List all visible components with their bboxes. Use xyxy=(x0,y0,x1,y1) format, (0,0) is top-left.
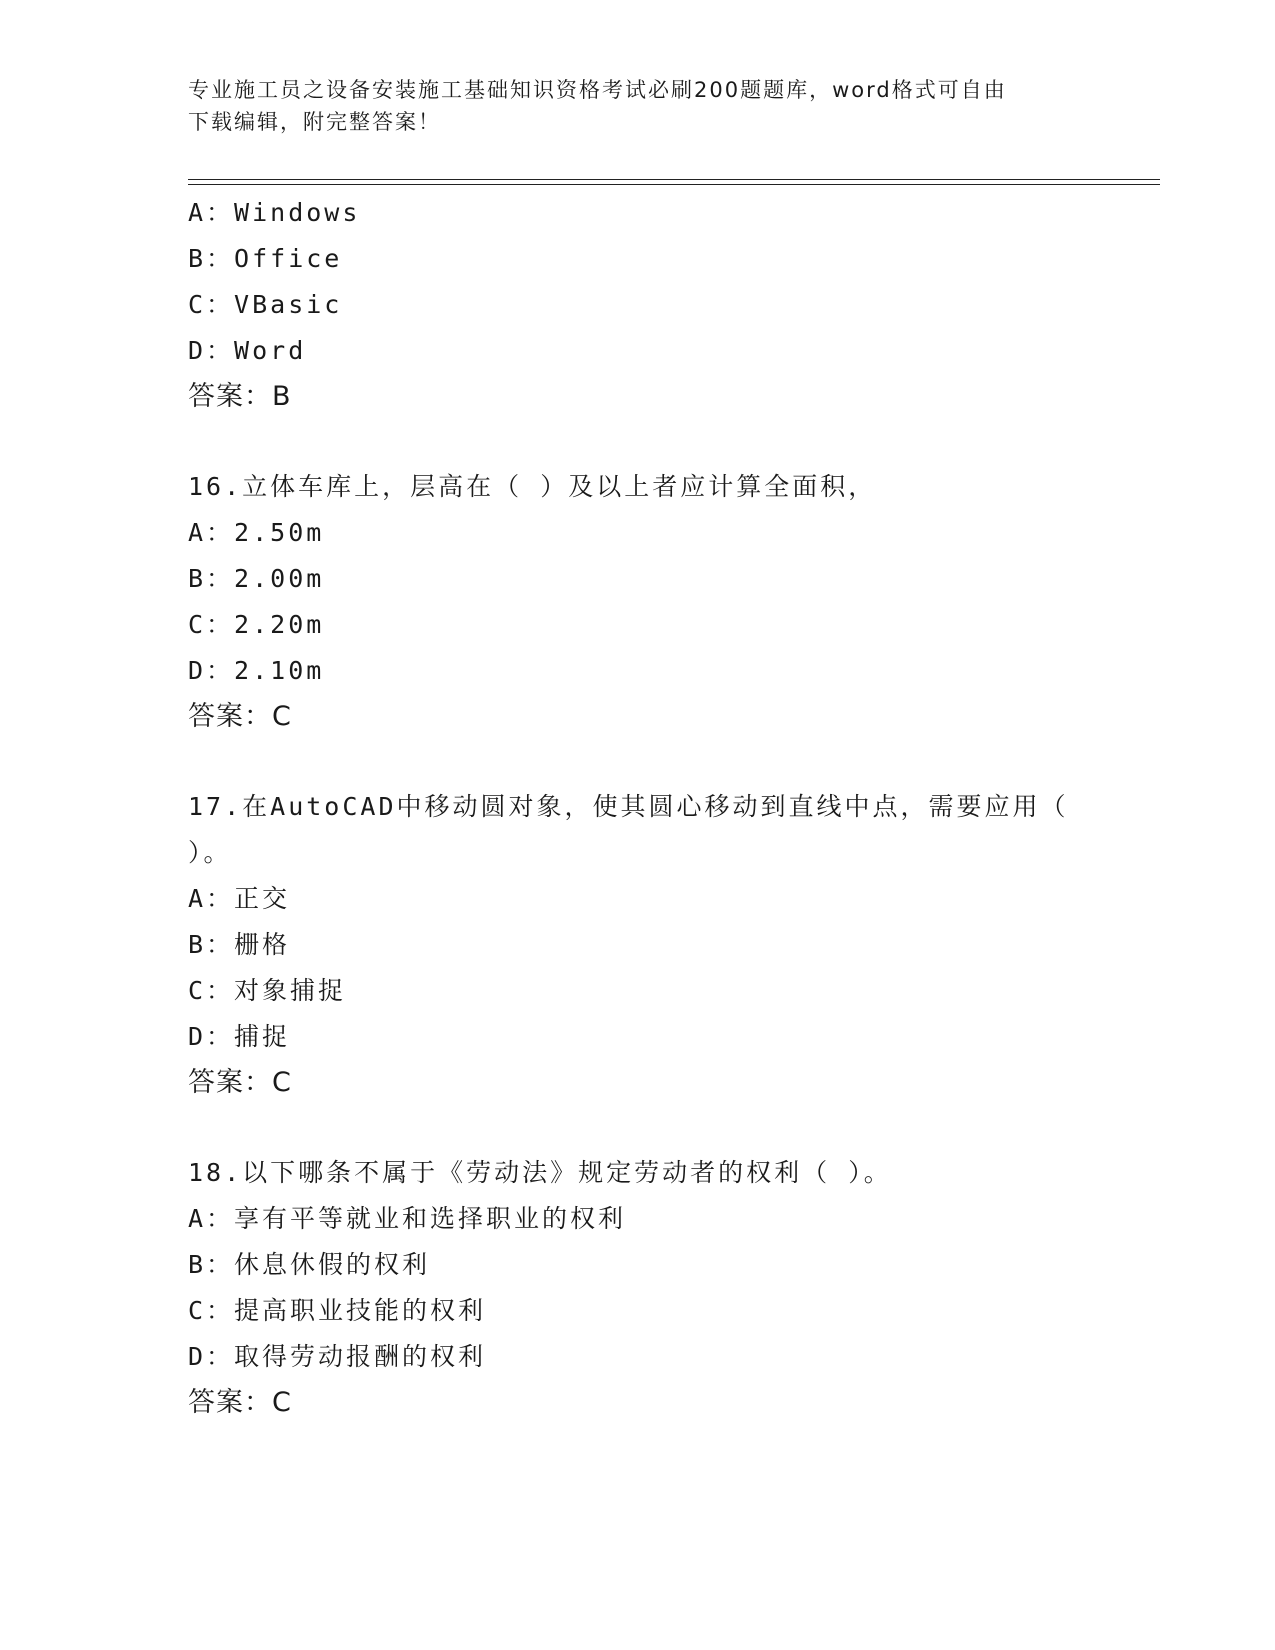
question-spacer xyxy=(188,1106,1128,1150)
answer-line: 答案：B xyxy=(188,381,292,412)
option-a: A：享有平等就业和选择职业的权利 xyxy=(188,1204,627,1233)
header-divider-bottom xyxy=(188,184,1160,185)
header-divider-top xyxy=(188,179,1160,180)
question-spacer xyxy=(188,740,1128,784)
document-header xyxy=(188,74,1088,138)
answer-line: 答案：C xyxy=(188,1387,292,1418)
option-a: A：Windows xyxy=(188,198,361,227)
option-b: B：休息休假的权利 xyxy=(188,1250,431,1279)
question-block-15 xyxy=(188,190,1128,420)
option-b: B：2.00m xyxy=(188,564,325,593)
answer-line: 答案：C xyxy=(188,701,292,732)
question-stem: 16.立体车库上，层高在（ ）及以上者应计算全面积， xyxy=(188,472,877,501)
question-stem: 18.以下哪条不属于《劳动法》规定劳动者的权利（ ）。 xyxy=(188,1158,892,1187)
option-d: D：取得劳动报酬的权利 xyxy=(188,1342,487,1371)
option-a: A：正交 xyxy=(188,884,291,913)
option-c: C：对象捕捉 xyxy=(188,976,347,1005)
option-a: A：2.50m xyxy=(188,518,325,547)
option-b: B：Office xyxy=(188,244,343,273)
option-d: D：Word xyxy=(188,336,307,365)
option-d: D：捕捉 xyxy=(188,1022,291,1051)
option-d: D：2.10m xyxy=(188,656,325,685)
option-c: C：2.20m xyxy=(188,610,325,639)
header-title-line-2: 下载编辑，附完整答案！ xyxy=(188,110,441,134)
answer-line: 答案：C xyxy=(188,1067,292,1098)
header-title-line-1: 专业施工员之设备安装施工基础知识资格考试必刷200题题库，word格式可自由 xyxy=(188,78,1007,102)
question-stem-line-1: 17.在AutoCAD中移动圆对象，使其圆心移动到直线中点，需要应用（ xyxy=(188,792,1069,821)
question-block-18 xyxy=(188,1150,1128,1426)
question-block-17 xyxy=(188,784,1128,1106)
question-list xyxy=(188,190,1128,1426)
option-c: C：VBasic xyxy=(188,290,343,319)
option-b: B：栅格 xyxy=(188,930,291,959)
question-block-16 xyxy=(188,464,1128,740)
question-stem-line-2: ）。 xyxy=(188,838,232,867)
question-spacer xyxy=(188,420,1128,464)
option-c: C：提高职业技能的权利 xyxy=(188,1296,487,1325)
